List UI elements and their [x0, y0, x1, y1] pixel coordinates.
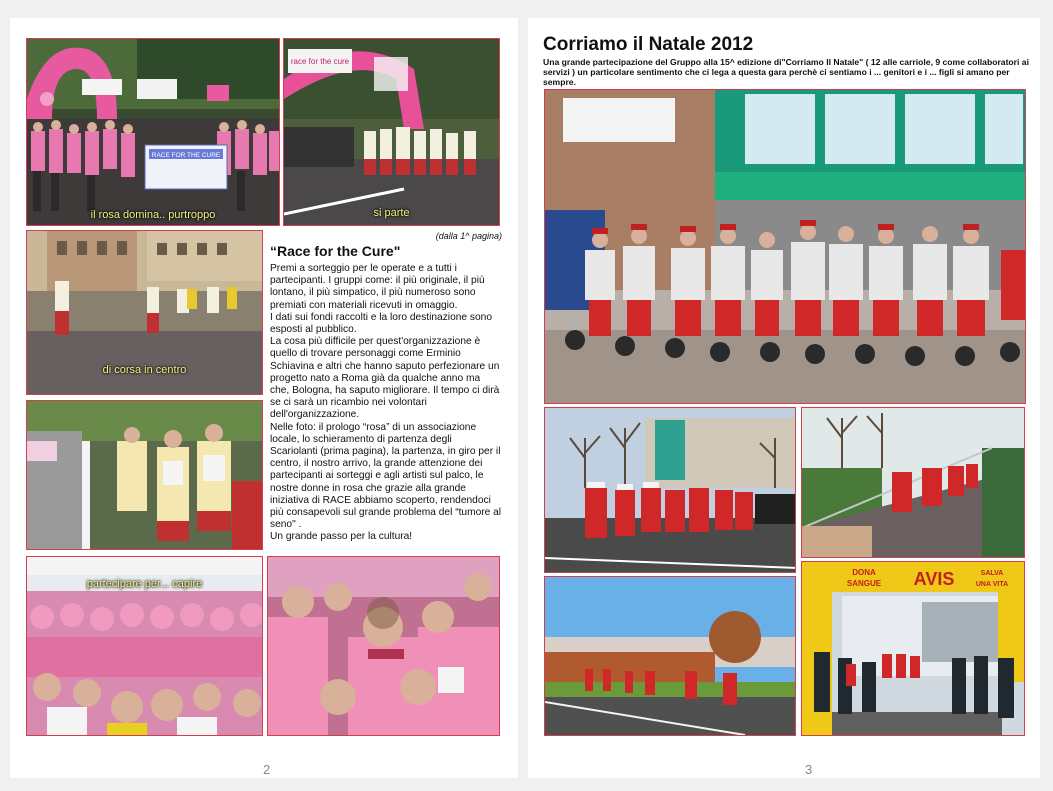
arch-text-sangue: SANGUE — [846, 579, 882, 588]
caption-participate: partecipare per... capire — [86, 578, 203, 590]
article-from-note: (dalla 1^ pagina) — [435, 231, 502, 241]
photo-runners-close — [26, 400, 263, 550]
photo-santas-path — [801, 407, 1025, 558]
photo-women-pink — [267, 556, 500, 736]
photo-running — [26, 230, 263, 395]
caption-running: di corsa in centro — [102, 364, 187, 376]
arch-text: race for the cure — [290, 57, 350, 66]
arch-text-salva: SALVA — [980, 570, 1004, 577]
page-title: Corriamo il Natale 2012 — [543, 34, 754, 55]
arch-text-dona: DONA — [852, 568, 876, 577]
arch-text-una-vita: UNA VITA — [975, 581, 1009, 588]
article-race-for-the-cure — [270, 231, 502, 544]
photo-participate — [26, 556, 263, 736]
photo-santas-street — [544, 407, 796, 573]
photo-pink-crowd — [26, 38, 280, 226]
photo-avis-arch — [801, 561, 1025, 736]
page-number-right: 3 — [805, 762, 813, 777]
page-number-left: 2 — [263, 762, 271, 777]
article-body: Premi a sorteggio per le operate e a tutti i partecipanti. I gruppi come: il più originale, il più lontano, il più simpatico, il più numeroso sono premiati con materiali ricevuti in omaggio. I dati sui fondi raccolti e la loro destinazione sono esposti al pubblico. La cosa più difficile per quest'organizzazione è quello di trovare personaggi come Erminio Schiavina e altri che hanno saputo perfezionare un progetto nato a Roma già da qualche anno ma che, Bologna, ha saputo migliorare. Il tempo ci dirà se ci sarà un ricambio nei volontari dell'organizzazione. Nelle foto: il prologo “rosa” di un associazione locale, lo schieramento di partenza degli Scariolanti (prima pagina), la partenza, in giro per il centro, il nostro arrivo, la grande attenzione dei partecipanti ai sorteggi e agli artisti sul palco, le nostre donne in rosa che grazie alla grande iniziativa di RACE abbiamo scoperto, rendendoci più consapevoli sul grande problema del “tumore al seno" . Un grande passo per la cultura! — [270, 263, 502, 543]
photo-group-building — [544, 89, 1026, 404]
caption-start: si parte — [373, 207, 410, 219]
article-title: “Race for the Cure" — [270, 243, 401, 259]
crowd-banner-text: RACE FOR THE CURE — [151, 152, 221, 159]
photo-santas-hedge — [544, 576, 796, 736]
caption-pink-crowd: il rosa domina.. purtroppo — [90, 209, 216, 221]
arch-brand: AVIS — [913, 569, 955, 589]
photo-start — [283, 38, 500, 226]
page-subtitle: Una grande partecipazione del Gruppo alla 15^ edizione di"Corriamo Il Natale" ( 12 alle carriole, 9 come collaboratori ai servizi ) un particolare sentimento che ci lega a questa gara perchè ci sentiamo i ... genitori e i ... figli si amano per sempre. — [543, 57, 1029, 87]
